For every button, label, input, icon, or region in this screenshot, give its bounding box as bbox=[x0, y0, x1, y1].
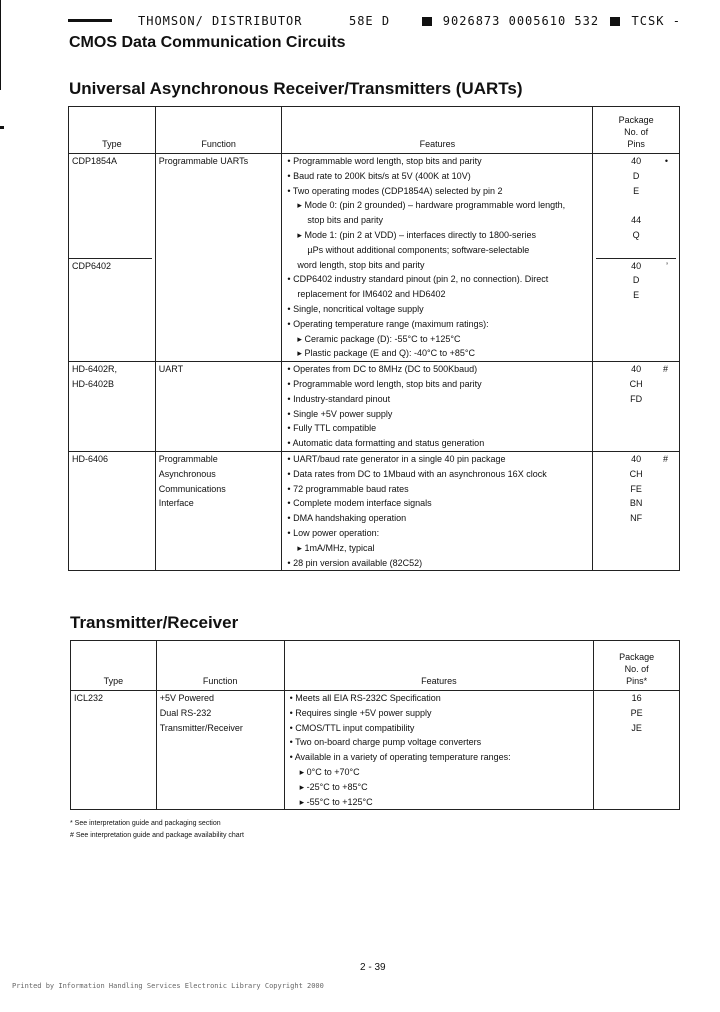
feature-text: Baud rate to 200K bits/s at 5V (400K at 10V) bbox=[293, 170, 471, 181]
header-distributor: THOMSON/ DISTRIBUTOR bbox=[138, 14, 303, 28]
margin-mark bbox=[0, 126, 4, 129]
feature-text: Automatic data formatting and status generation bbox=[292, 438, 485, 449]
bullet-icon: • bbox=[289, 737, 296, 748]
function-line: +5V Powered bbox=[159, 693, 215, 703]
package-code bbox=[596, 243, 676, 258]
package-value: FE bbox=[630, 483, 642, 494]
feature-item bbox=[285, 198, 589, 213]
feature-item bbox=[285, 467, 589, 482]
feature-text: Plastic package (E and Q): -40°C to +85°C bbox=[304, 348, 475, 359]
col-header-features: Features bbox=[284, 641, 594, 691]
function-line: Dual RS-232 bbox=[159, 707, 212, 718]
feature-text: Single +5V power supply bbox=[293, 408, 393, 419]
package-code bbox=[597, 691, 676, 706]
bullet-icon: • bbox=[287, 423, 294, 434]
arrow-bullet-icon: ▸ bbox=[299, 766, 307, 777]
bullet-icon: • bbox=[287, 453, 294, 464]
feature-text: Low power operation: bbox=[293, 527, 380, 538]
package-code bbox=[596, 362, 676, 377]
package-header-line: Pins* bbox=[626, 676, 648, 686]
arrow-bullet-icon: ▸ bbox=[297, 542, 305, 553]
package-code bbox=[596, 169, 676, 184]
package-value: 16 bbox=[631, 693, 642, 703]
feature-item bbox=[285, 496, 589, 511]
arrow-bullet-icon: ▸ bbox=[297, 333, 305, 344]
feature-text: 1mA/MHz, typical bbox=[304, 542, 375, 553]
feature-text: replacement for IM6402 and HD6402 bbox=[297, 289, 446, 300]
header-code-4: - bbox=[672, 14, 681, 28]
feature-item bbox=[288, 706, 591, 721]
package-header-line: Package bbox=[619, 652, 655, 662]
feature-text: Ceramic package (D): -55°C to +125°C bbox=[304, 333, 461, 344]
col-header-type: Type bbox=[71, 641, 157, 691]
feature-item bbox=[285, 332, 589, 347]
function-line: Interface bbox=[158, 498, 194, 509]
feature-text: 28 pin version available (82C52) bbox=[293, 557, 423, 568]
feature-item bbox=[288, 691, 591, 706]
page-header bbox=[138, 14, 681, 28]
package-code bbox=[596, 496, 676, 511]
feature-item bbox=[288, 765, 591, 780]
col-header-type: Type bbox=[69, 107, 156, 154]
package-code bbox=[596, 377, 676, 392]
package-code bbox=[596, 452, 676, 467]
package-value: 40 bbox=[631, 156, 642, 166]
table-row bbox=[69, 154, 680, 362]
package-value: NF bbox=[630, 513, 643, 524]
feature-item bbox=[285, 452, 589, 467]
function-line: Transmitter/Receiver bbox=[159, 722, 243, 733]
package-header-line: No. of bbox=[624, 664, 649, 674]
page-title: CMOS Data Communication Circuits bbox=[69, 34, 346, 51]
feature-item bbox=[288, 750, 591, 765]
table-row bbox=[69, 362, 680, 452]
feature-item bbox=[285, 556, 589, 571]
header-code-1: 58E D bbox=[348, 14, 391, 28]
bullet-icon: • bbox=[287, 513, 294, 524]
feature-text: Mode 0: (pin 2 grounded) – hardware programmable word length, bbox=[304, 200, 566, 211]
col-header-function: Function bbox=[156, 641, 284, 691]
black-square-icon bbox=[422, 17, 432, 26]
bullet-icon: • bbox=[287, 527, 294, 538]
bullet-icon: • bbox=[287, 557, 294, 568]
feature-text: Fully TTL compatible bbox=[293, 423, 377, 434]
package-value: D bbox=[632, 170, 640, 181]
part-number: ICL232 bbox=[74, 693, 104, 703]
feature-item bbox=[285, 392, 589, 407]
function-line: UART bbox=[158, 364, 184, 375]
feature-item bbox=[285, 272, 589, 287]
feature-text: Two on-board charge pump voltage converters bbox=[295, 737, 482, 748]
availability-mark: # bbox=[662, 364, 668, 375]
function-line: Communications bbox=[158, 483, 226, 494]
availability-mark: # bbox=[662, 453, 668, 464]
package-code bbox=[596, 482, 676, 497]
features-cell bbox=[282, 154, 593, 362]
feature-text: -55°C to +125°C bbox=[306, 796, 373, 807]
feature-item bbox=[285, 362, 589, 377]
package-code bbox=[597, 706, 676, 721]
feature-item bbox=[285, 317, 589, 332]
feature-text: Programmable word length, stop bits and parity bbox=[293, 156, 482, 166]
feature-text: UART/baud rate generator in a single 40 pin package bbox=[293, 453, 506, 464]
feature-text: Meets all EIA RS-232C Specification bbox=[295, 693, 441, 703]
feature-item bbox=[285, 436, 589, 451]
part-number: HD-6402B bbox=[72, 378, 115, 389]
function-cell bbox=[155, 154, 282, 362]
feature-text: Two operating modes (CDP1854A) selected by pin 2 bbox=[292, 185, 503, 196]
feature-item bbox=[285, 421, 589, 436]
feature-text: Programmable word length, stop bits and parity bbox=[293, 378, 482, 389]
package-code bbox=[596, 467, 676, 482]
bullet-icon: • bbox=[287, 468, 294, 479]
package-value: D bbox=[632, 275, 640, 286]
arrow-bullet-icon: ▸ bbox=[297, 348, 305, 359]
function-cell bbox=[156, 691, 284, 810]
package-header-line: Package bbox=[618, 115, 654, 125]
feature-item bbox=[288, 795, 591, 810]
feature-item bbox=[285, 526, 589, 541]
package-code bbox=[596, 228, 676, 243]
black-square-icon bbox=[610, 17, 620, 26]
footnote-1: * See interpretation guide and packaging section bbox=[70, 820, 221, 827]
page-number: 2 - 39 bbox=[360, 962, 386, 973]
txrx-section-title: Transmitter/Receiver bbox=[70, 613, 239, 632]
package-code bbox=[596, 258, 676, 274]
bullet-icon: • bbox=[287, 393, 294, 404]
feature-text: µPs without additional components; software-selectable bbox=[307, 244, 530, 255]
header-code-2: 9026873 0005610 532 bbox=[442, 14, 600, 28]
package-code bbox=[597, 721, 676, 736]
function-line: Programmable UARTs bbox=[158, 156, 249, 166]
package-value: 40 bbox=[631, 364, 642, 375]
package-value: Q bbox=[632, 229, 640, 240]
feature-item bbox=[285, 184, 589, 199]
bullet-icon: • bbox=[287, 408, 294, 419]
availability-mark: ’ bbox=[666, 260, 668, 271]
function-line: Asynchronous bbox=[158, 468, 216, 479]
package-code bbox=[596, 288, 676, 303]
package-code bbox=[596, 213, 676, 228]
feature-item bbox=[285, 511, 589, 526]
header-code-3: TCSK bbox=[631, 14, 665, 28]
scan-edge-line bbox=[0, 0, 1, 90]
bullet-icon: • bbox=[287, 318, 294, 329]
arrow-bullet-icon: ▸ bbox=[297, 200, 305, 211]
function-cell bbox=[155, 451, 282, 570]
feature-item bbox=[288, 780, 591, 795]
package-value: 44 bbox=[631, 215, 642, 226]
package-code bbox=[596, 511, 676, 526]
bullet-icon: • bbox=[287, 438, 293, 449]
feature-item bbox=[285, 243, 589, 258]
feature-text: Operates from DC to 8MHz (DC to 500Kbaud) bbox=[293, 364, 478, 375]
package-cell bbox=[593, 362, 680, 452]
feature-item bbox=[285, 346, 589, 361]
feature-item bbox=[285, 228, 589, 243]
feature-text: Mode 1: (pin 2 at VDD) – interfaces directly to 1800-series bbox=[304, 229, 537, 240]
bullet-icon: • bbox=[287, 156, 294, 166]
package-value: 40 bbox=[631, 453, 642, 464]
package-code bbox=[596, 392, 676, 407]
package-cell bbox=[593, 451, 680, 570]
package-value: 40 bbox=[631, 260, 642, 271]
table-row bbox=[71, 691, 680, 810]
bullet-icon: • bbox=[289, 722, 296, 733]
feature-text: Requires single +5V power supply bbox=[295, 707, 432, 718]
feature-text: Single, noncritical voltage supply bbox=[293, 303, 424, 314]
package-value: PE bbox=[630, 707, 643, 718]
bullet-icon: • bbox=[287, 483, 294, 494]
package-value: BN bbox=[629, 498, 643, 509]
package-value: FD bbox=[630, 393, 643, 404]
type-cell bbox=[69, 362, 156, 452]
print-credit-line: Printed by Information Handling Services Electronic Library Copyright 2000 bbox=[12, 982, 324, 990]
table-row bbox=[69, 451, 680, 570]
package-code bbox=[596, 198, 676, 213]
txrx-table bbox=[70, 640, 680, 810]
feature-item bbox=[288, 735, 591, 750]
bullet-icon: • bbox=[289, 752, 295, 763]
features-cell bbox=[282, 451, 593, 570]
feature-item bbox=[285, 154, 589, 169]
package-value: E bbox=[633, 185, 640, 196]
feature-item bbox=[285, 169, 589, 184]
col-header-package bbox=[594, 641, 680, 691]
package-value: JE bbox=[631, 722, 642, 733]
feature-item bbox=[285, 258, 589, 273]
package-header-line: No. of bbox=[624, 127, 649, 137]
feature-item bbox=[285, 302, 589, 317]
feature-text: CMOS/TTL input compatibility bbox=[295, 722, 415, 733]
part-number: CDP1854A bbox=[72, 156, 118, 166]
bullet-icon: • bbox=[289, 707, 296, 718]
package-header-line: Pins bbox=[627, 139, 645, 149]
features-cell bbox=[284, 691, 594, 810]
col-header-features: Features bbox=[282, 107, 593, 154]
package-cell bbox=[594, 691, 680, 810]
availability-mark: • bbox=[664, 156, 668, 166]
package-code bbox=[596, 184, 676, 199]
bullet-icon: • bbox=[287, 274, 294, 285]
type-cell bbox=[69, 154, 156, 362]
uart-section-title: Universal Asynchronous Receiver/Transmitters (UARTs) bbox=[69, 79, 523, 98]
feature-text: stop bits and parity bbox=[307, 215, 383, 226]
feature-item bbox=[285, 287, 589, 302]
feature-item bbox=[285, 407, 589, 422]
feature-item bbox=[285, 377, 589, 392]
feature-item bbox=[285, 482, 589, 497]
feature-text: 72 programmable baud rates bbox=[293, 483, 409, 494]
package-value: CH bbox=[629, 468, 643, 479]
features-cell bbox=[282, 362, 593, 452]
function-cell bbox=[155, 362, 282, 452]
arrow-bullet-icon: ▸ bbox=[299, 796, 307, 807]
bullet-icon: • bbox=[287, 364, 294, 375]
type-cell bbox=[69, 451, 156, 570]
function-line: Programmable bbox=[158, 453, 218, 464]
type-cell bbox=[71, 691, 157, 810]
feature-item bbox=[285, 541, 589, 556]
part-number: HD-6402R, bbox=[72, 364, 118, 375]
package-value: E bbox=[633, 290, 640, 301]
uart-table bbox=[68, 106, 680, 571]
feature-item bbox=[285, 213, 589, 228]
part-number: HD-6406 bbox=[72, 453, 109, 464]
feature-text: CDP6402 industry standard pinout (pin 2, no connection). Direct bbox=[293, 274, 549, 285]
bullet-icon: • bbox=[287, 185, 293, 196]
col-header-function: Function bbox=[155, 107, 282, 154]
feature-text: -25°C to +85°C bbox=[306, 781, 368, 792]
col-header-package bbox=[593, 107, 680, 154]
package-value: CH bbox=[629, 378, 643, 389]
bullet-icon: • bbox=[289, 693, 296, 703]
package-code bbox=[596, 273, 676, 288]
package-code bbox=[596, 154, 676, 169]
arrow-bullet-icon: ▸ bbox=[297, 229, 305, 240]
bullet-icon: • bbox=[287, 498, 294, 509]
feature-text: DMA handshaking operation bbox=[293, 513, 407, 524]
feature-text: Operating temperature range (maximum ratings): bbox=[293, 318, 489, 329]
feature-text: Data rates from DC to 1Mbaud with an asynchronous 16X clock bbox=[293, 468, 547, 479]
feature-text: Industry-standard pinout bbox=[293, 393, 391, 404]
package-cell bbox=[593, 154, 680, 362]
part-number: CDP6402 bbox=[69, 258, 152, 274]
arrow-bullet-icon: ▸ bbox=[299, 781, 307, 792]
bullet-icon: • bbox=[287, 378, 294, 389]
feature-item bbox=[288, 721, 591, 736]
footnote-2: # See interpretation guide and package availability chart bbox=[70, 832, 244, 839]
feature-text: Complete modem interface signals bbox=[293, 498, 432, 509]
feature-text: Available in a variety of operating temperature ranges: bbox=[294, 752, 511, 763]
feature-text: 0°C to +70°C bbox=[306, 766, 360, 777]
bullet-icon: • bbox=[287, 303, 294, 314]
bullet-icon: • bbox=[287, 170, 294, 181]
feature-text: word length, stop bits and parity bbox=[297, 259, 425, 270]
header-rule bbox=[68, 19, 112, 22]
